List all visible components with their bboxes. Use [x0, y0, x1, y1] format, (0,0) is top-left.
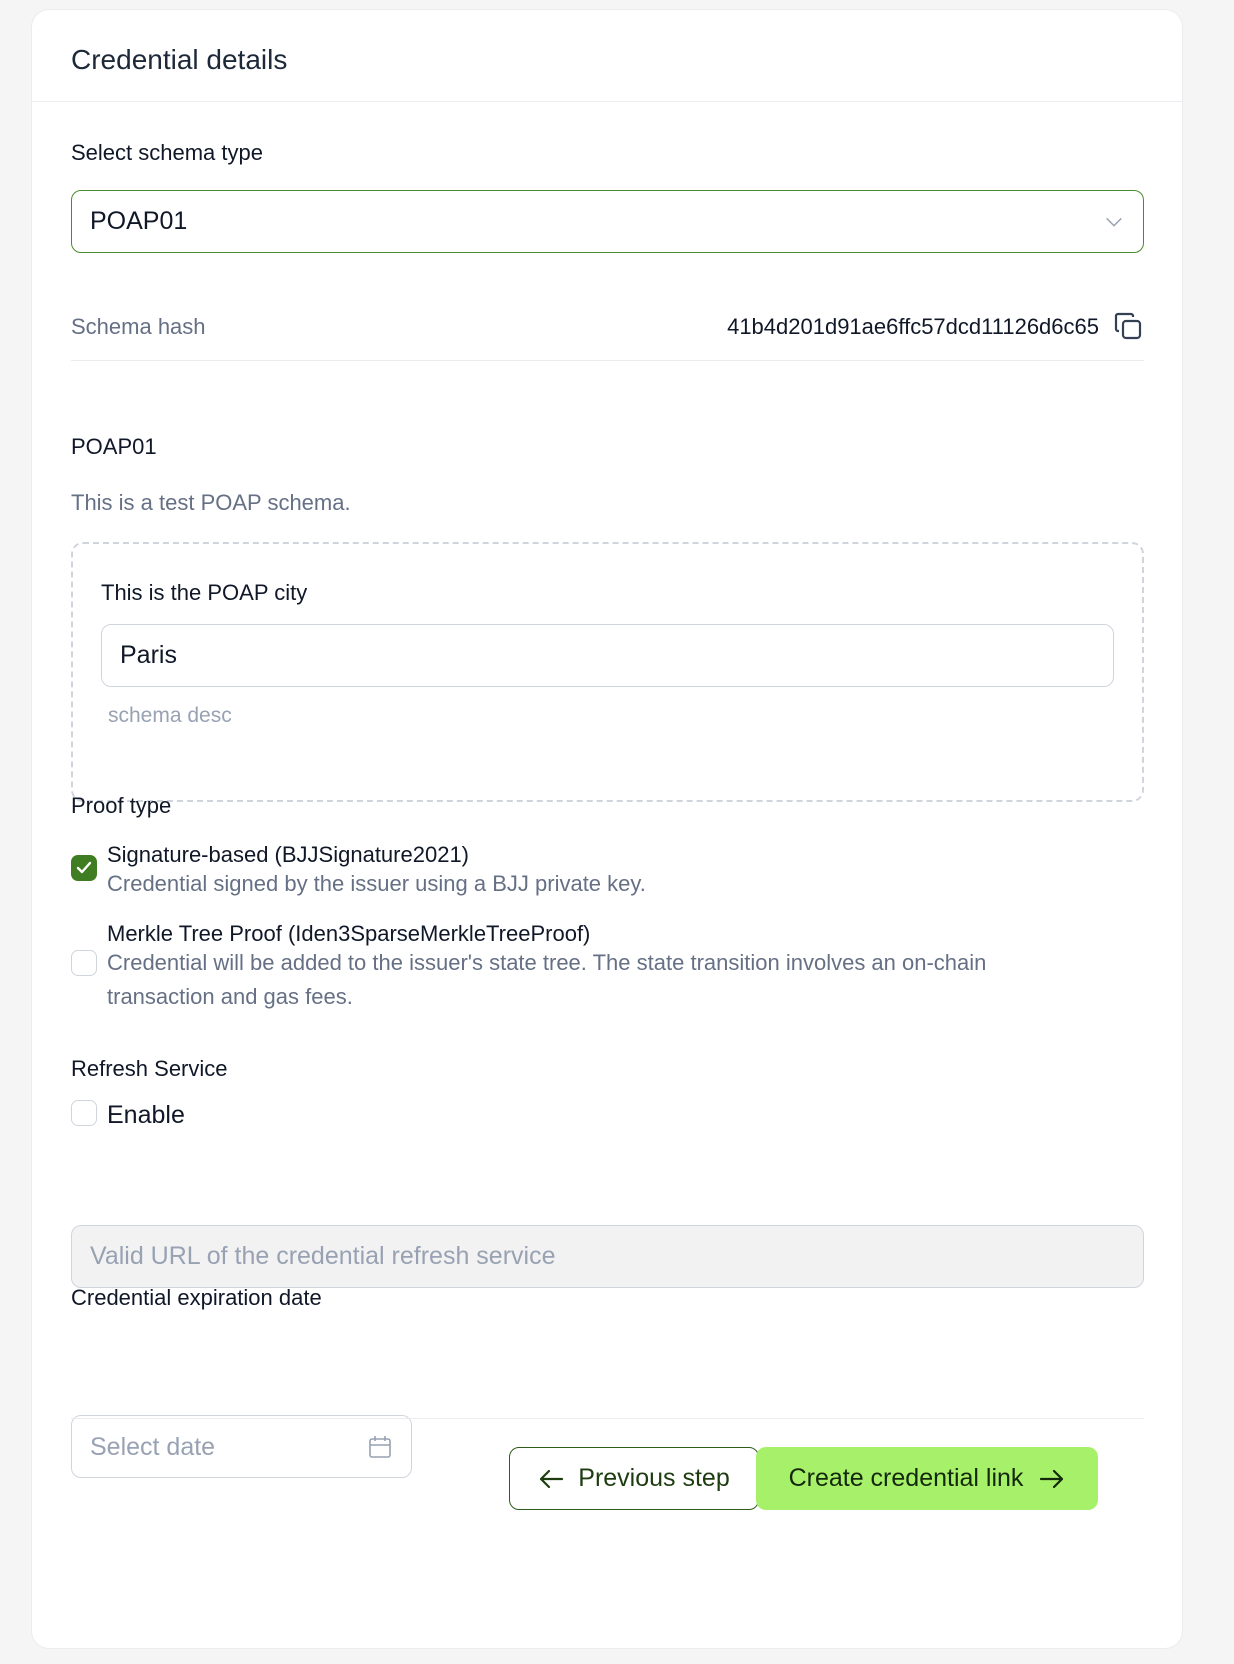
schema-name: POAP01: [71, 434, 157, 459]
merkle-proof-title: Merkle Tree Proof (Iden3SparseMerkleTreeProof): [107, 921, 591, 946]
schema-type-selected-value: POAP01: [90, 207, 188, 235]
schema-hash-label: Schema hash: [71, 314, 206, 339]
refresh-service-label: Refresh Service: [71, 1056, 228, 1081]
merkle-proof-description: Credential will be added to the issuer's state tree. The state transition involves an on-chain transaction and gas fees.: [107, 950, 987, 1009]
signature-proof-title: Signature-based (BJJSignature2021): [107, 842, 470, 867]
section-divider: [71, 360, 1144, 361]
refresh-enable-label: Enable: [107, 1101, 185, 1129]
card-header: [32, 10, 1182, 102]
schema-description: This is a test POAP schema.: [71, 490, 351, 515]
arrow-left-icon: [538, 1468, 564, 1490]
refresh-enable-checkbox[interactable]: [71, 1100, 97, 1126]
create-credential-link-label: Create credential link: [788, 1464, 1024, 1492]
expiration-date-picker[interactable]: [71, 1415, 412, 1478]
credential-details-card: [31, 9, 1183, 1649]
schema-hash-row: [71, 310, 1144, 350]
proof-type-label: Proof type: [71, 793, 172, 818]
signature-proof-description: Credential signed by the issuer using a BJJ private key.: [107, 871, 646, 896]
previous-step-button[interactable]: [509, 1447, 759, 1510]
previous-step-label: Previous step: [578, 1464, 730, 1492]
signature-proof-checkbox[interactable]: [71, 855, 97, 881]
date-placeholder: Select date: [90, 1433, 216, 1461]
create-credential-link-button[interactable]: [756, 1447, 1098, 1510]
schema-type-select[interactable]: [71, 190, 1144, 253]
page-title: Credential details: [71, 43, 288, 75]
attribute-label: This is the POAP city: [101, 580, 308, 605]
schema-attribute-box: [71, 542, 1144, 802]
schema-type-label: Select schema type: [71, 140, 263, 165]
check-icon: [76, 861, 92, 875]
arrow-right-icon: [1039, 1468, 1065, 1490]
expiration-date-label: Credential expiration date: [71, 1285, 322, 1310]
calendar-icon: [367, 1434, 393, 1460]
schema-hash-value: 41b4d201d91ae6ffc57dcd11126d6c65: [727, 314, 1099, 339]
merkle-proof-checkbox[interactable]: [71, 950, 97, 976]
attribute-help-text: schema desc: [108, 704, 232, 727]
chevron-down-icon: [1103, 211, 1125, 233]
refresh-url-input[interactable]: [71, 1225, 1144, 1288]
footer-divider: [71, 1418, 1144, 1419]
copy-icon[interactable]: [1112, 310, 1144, 342]
poap-city-input[interactable]: [101, 624, 1114, 687]
